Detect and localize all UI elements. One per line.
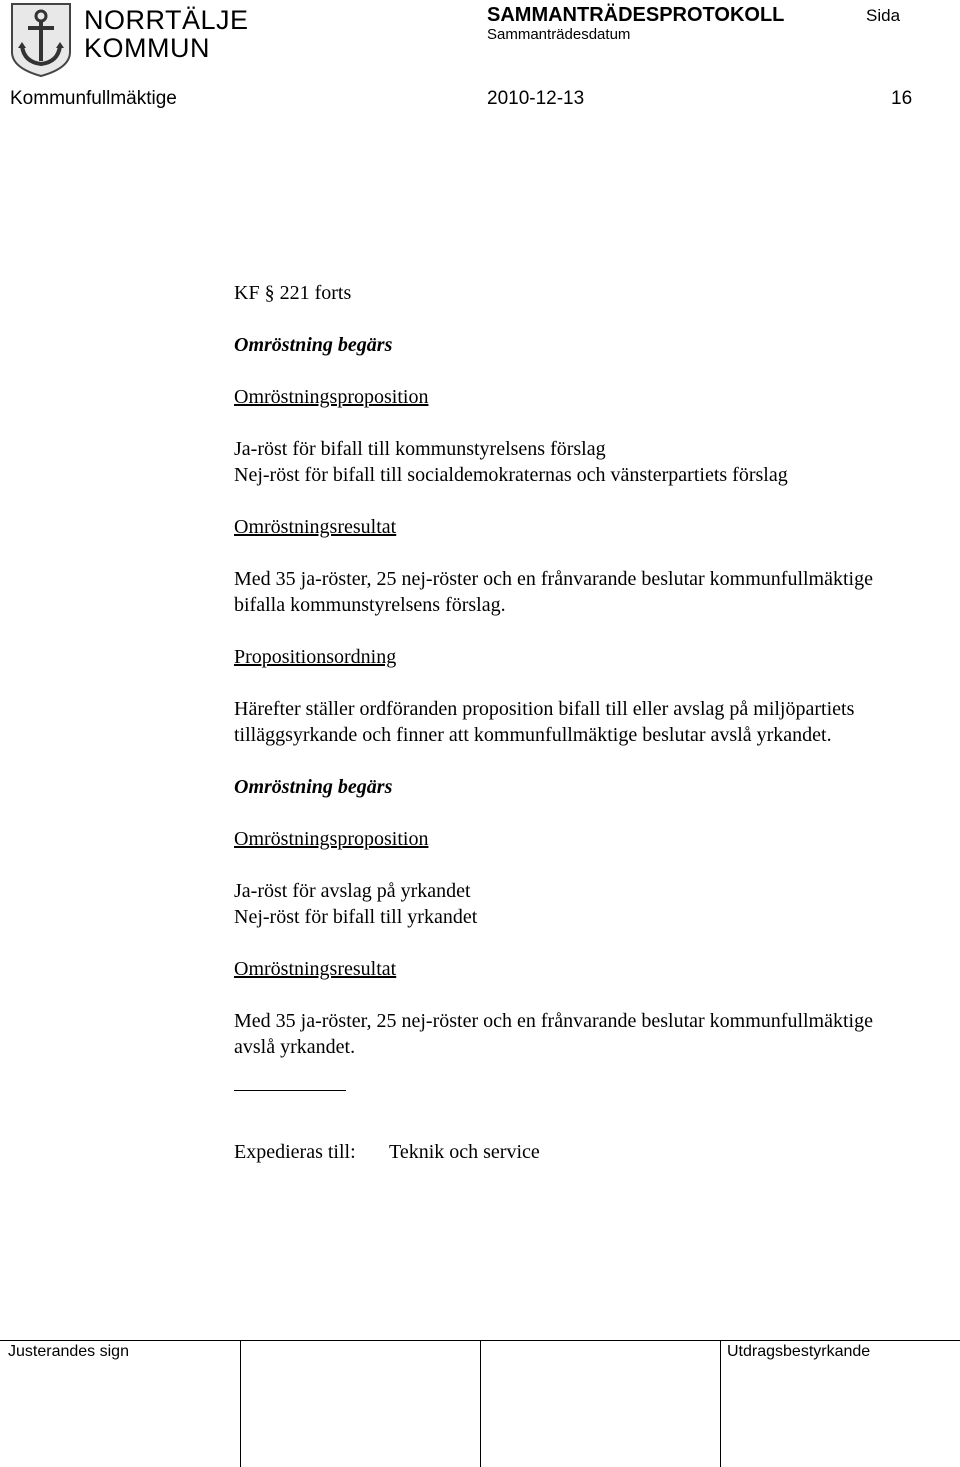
footer-column-divider <box>480 1340 481 1467</box>
proposition-order-line: Härefter ställer ordföranden proposition bifall till eller avslag på miljöpartiets <box>234 698 855 720</box>
vote-proposition-label: Omröstningsproposition <box>234 386 429 408</box>
vote-result-line: avslå yrkandet. <box>234 1036 356 1058</box>
municipality-name <box>84 6 249 62</box>
vote-yes-option: Ja-röst för avslag på yrkandet <box>234 880 471 902</box>
vote-no-option: Nej-röst för bifall till socialdemokraternas och vänsterpartiets förslag <box>234 464 788 486</box>
date-label: Sammanträdesdatum <box>487 26 631 43</box>
dispatch-label: Expedieras till: <box>234 1141 356 1163</box>
vote-no-option: Nej-röst för bifall till yrkandet <box>234 906 478 928</box>
proposition-order-line: tilläggsyrkande och finner att kommunfullmäktige beslutar avslå yrkandet. <box>234 724 832 746</box>
dispatch-line <box>234 1139 960 1165</box>
vote-result-line: Med 35 ja-röster, 25 nej-röster och en frånvarande beslutar kommunfullmäktige <box>234 1010 873 1032</box>
footer-column-divider <box>240 1340 241 1467</box>
vote-request-heading: Omröstning begärs <box>234 334 393 356</box>
brand-line-1: NORRTÄLJE <box>84 5 249 35</box>
vote-request-heading: Omröstning begärs <box>234 776 393 798</box>
signature-label: Justerandes sign <box>8 1343 129 1360</box>
vote-proposition-label: Omröstningsproposition <box>234 828 429 850</box>
dispatch-recipient: Teknik och service <box>389 1141 540 1163</box>
vote-result-label: Omröstningsresultat <box>234 958 397 980</box>
vote-yes-option: Ja-röst för bifall till kommunstyrelsens förslag <box>234 438 606 460</box>
page-label: Sida <box>866 6 901 25</box>
vote-result-line: bifalla kommunstyrelsens förslag. <box>234 594 506 616</box>
divider <box>234 1090 346 1091</box>
extract-verification-label: Utdragsbestyrkande <box>727 1343 871 1360</box>
meeting-date: 2010-12-13 <box>487 88 585 109</box>
municipality-logo <box>10 2 72 78</box>
document-title: SAMMANTRÄDESPROTOKOLL <box>487 4 785 26</box>
brand-line-2: KOMMUN <box>84 33 210 63</box>
footer-column-divider <box>720 1340 721 1467</box>
assembly-name: Kommunfullmäktige <box>10 88 177 109</box>
protocol-body <box>234 280 960 1165</box>
anchor-crest-icon <box>10 2 72 78</box>
page-number: 16 <box>891 88 913 109</box>
section-reference: KF § 221 forts <box>234 282 352 304</box>
vote-result-label: Omröstningsresultat <box>234 516 397 538</box>
proposition-order-label: Propositionsordning <box>234 646 397 668</box>
vote-result-line: Med 35 ja-röster, 25 nej-röster och en frånvarande beslutar kommunfullmäktige <box>234 568 873 590</box>
